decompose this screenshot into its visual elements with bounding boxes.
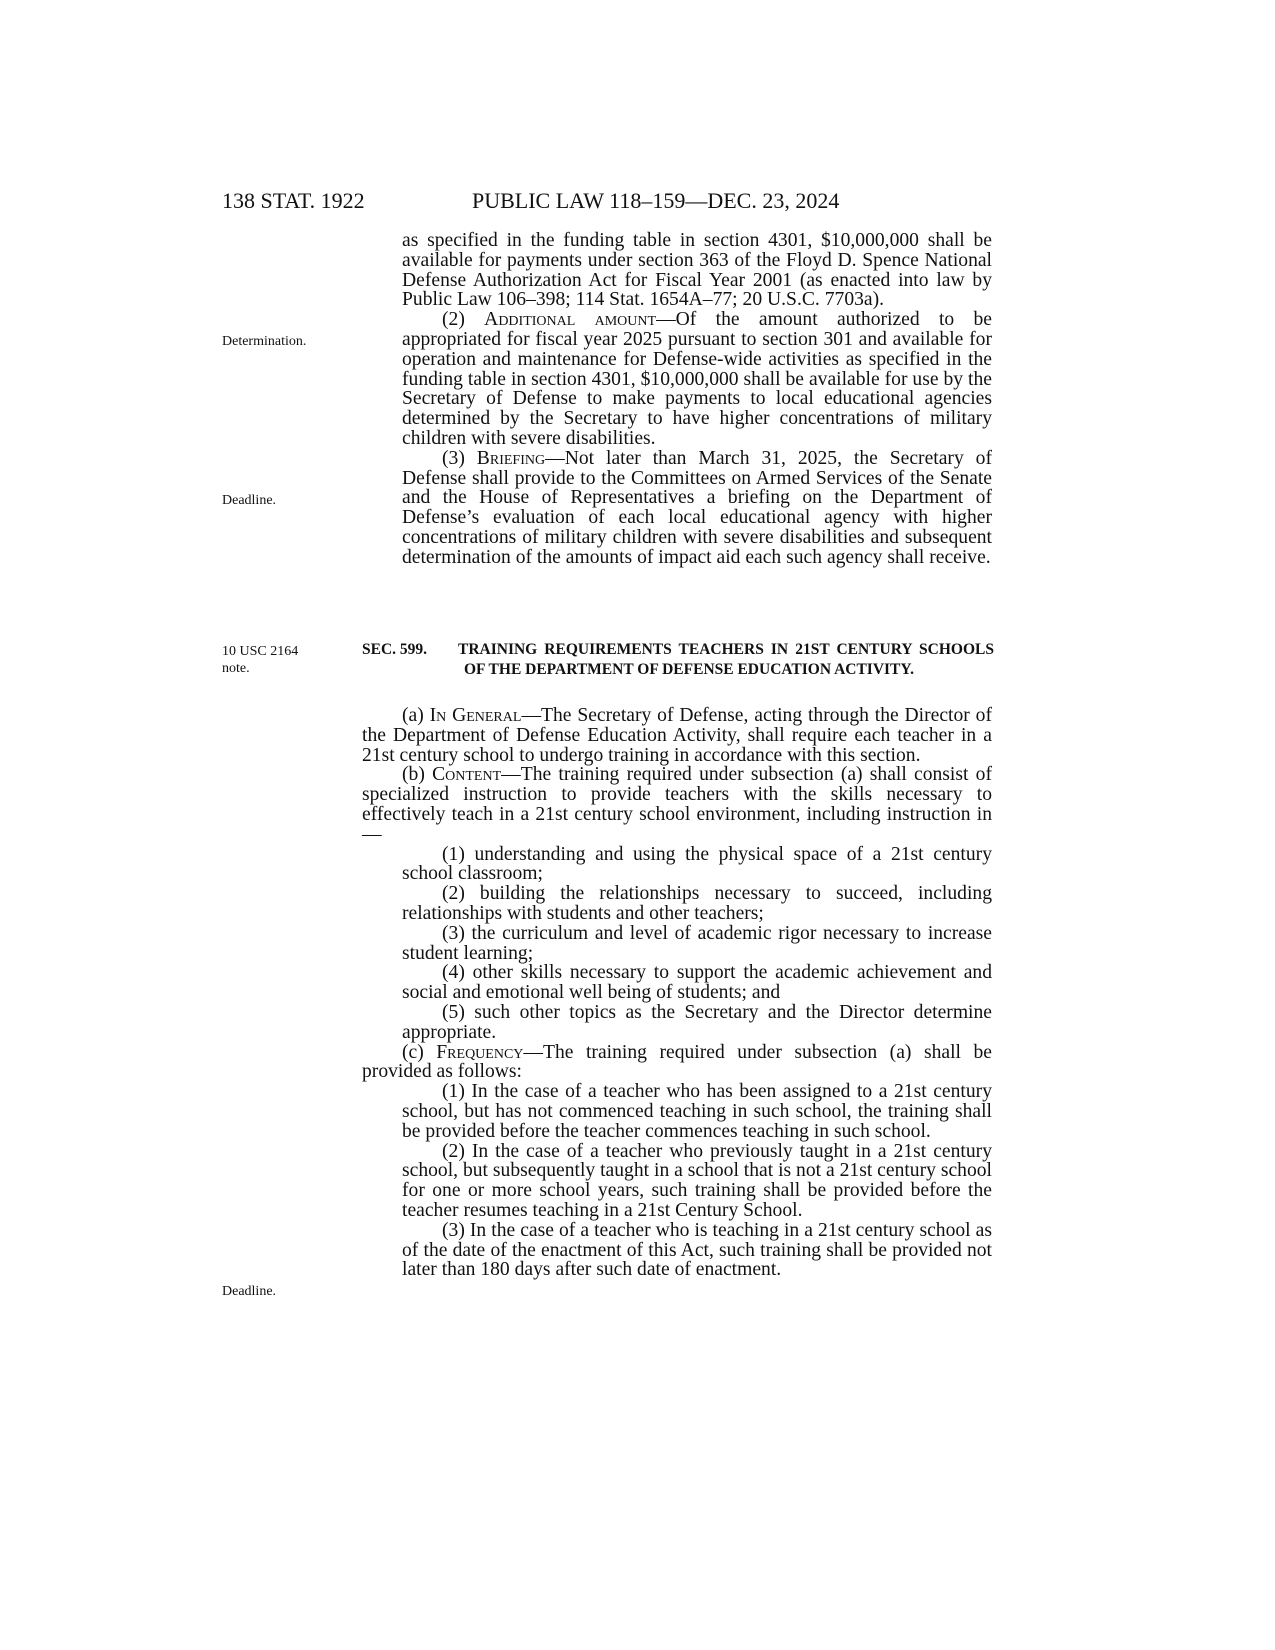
list-item: (4) other skills necessary to support the academic achievement and social and emotional well being of students; and xyxy=(402,962,992,1004)
section-number: SEC. 599. xyxy=(362,641,428,658)
subsection-frequency: (c) Frequency—The training required under subsection (a) shall be provided as follows: xyxy=(362,1041,992,1083)
list-item: (5) such other topics as the Secretary and the Director determine appropriate. xyxy=(402,1001,992,1043)
margin-note-deadline: Deadline. xyxy=(222,1284,277,1299)
body-text-top xyxy=(362,231,992,568)
section-heading xyxy=(362,640,994,680)
margin-note-determination: Determination. xyxy=(222,334,307,349)
section-body xyxy=(362,706,992,1280)
law-title: PUBLIC LAW 118–159—DEC. 23, 2024 xyxy=(472,188,840,213)
paragraph-additional-amount: (2) Additional amount—Of the amount authorized to be appropriated for fiscal year 2025 pursuant to section 301 and available for operation and maintenance for Defense-wide activities as specified in the funding table in section 4301, $10,000,000 shall be available for use by the Secretary of Defense to make payments to local educational agencies determined by the Secretary to have higher concentrations of military children with severe disabilities. xyxy=(402,309,992,449)
paragraph-briefing: (3) Briefing—Not later than March 31, 2025, the Secretary of Defense shall provide to the Committees on Armed Services of the Senate and the House of Representatives a briefing on the Department of Defense’s evaluation of each local educational agency with higher concentrations of military children with severe disabilities and subsequent determination of the amounts of impact aid each such agency shall receive. xyxy=(402,447,992,568)
stat-citation: 138 STAT. 1922 xyxy=(222,188,365,213)
margin-note-deadline: Deadline. xyxy=(222,493,277,508)
list-item: (1) In the case of a teacher who has been assigned to a 21st century school, but has not commenced teaching in such school, the training shall be provided before the teacher commences teaching in such school. xyxy=(402,1081,992,1142)
list-item: (3) In the case of a teacher who is teaching in a 21st century school as of the date of the enactment of this Act, such training shall be provided not later than 180 days after such date of enactment. xyxy=(402,1219,992,1281)
list-item: (2) building the relationships necessary to succeed, including relationships with students and other teachers; xyxy=(402,883,992,924)
subsection-in-general: (a) In General—The Secretary of Defense, acting through the Director of the Department of Defense Education Activity, shall require each teacher in a 21st century school to undergo training in accordance with this section. xyxy=(362,705,992,766)
section-title: TRAINING REQUIREMENTS TEACHERS IN 21ST CENTURY SCHOOLS OF THE DEPARTMENT OF DEFENSE EDUCATION ACTIVITY. xyxy=(458,641,994,678)
list-item: (1) understanding and using the physical space of a 21st century school classroom; xyxy=(402,843,992,885)
list-item: (2) In the case of a teacher who previously taught in a 21st century school, but subsequently taught in a school that is not a 21st century school for one or more school years, such training shall be provided before the teacher resumes teaching in a 21st Century School. xyxy=(402,1140,992,1221)
page-header xyxy=(222,188,922,218)
continuation-paragraph: as specified in the funding table in section 4301, $10,000,000 shall be available for payments under section 363 of the Floyd D. Spence National Defense Authorization Act for Fiscal Year 2001 (as enacted into law by Public Law 106–398; 114 Stat. 1654A–77; 20 U.S.C. 7703a). xyxy=(402,230,992,311)
subsection-content: (b) Content—The training required under subsection (a) shall consist of specialized instruction to provide teachers with the skills necessary to effectively teach in a 21st century school environment, including instruction in— xyxy=(362,764,992,845)
list-item: (3) the curriculum and level of academic rigor necessary to increase student learning; xyxy=(402,922,992,964)
margin-note-usc-citation: 10 USC 2164 note. xyxy=(222,644,299,676)
